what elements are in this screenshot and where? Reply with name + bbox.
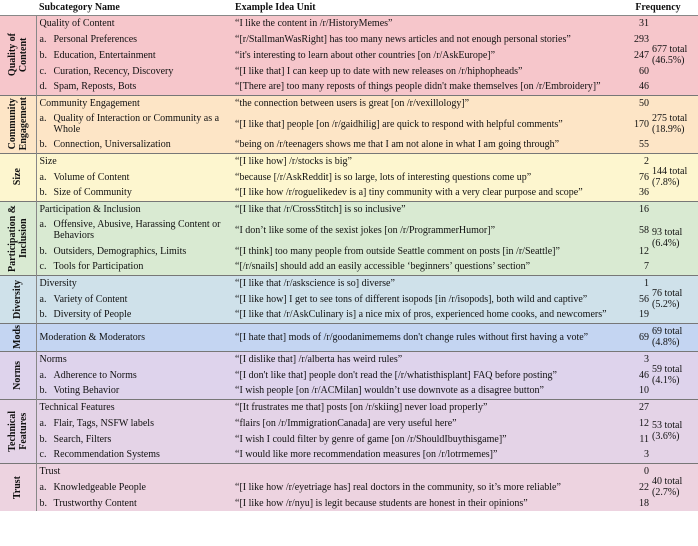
subcategory-cell: [36, 95, 232, 111]
header-row: [0, 0, 698, 15]
category-label: [0, 463, 36, 511]
header-subcategory: Subcategory Name: [36, 0, 232, 15]
example-idea-unit: “being on /r/teenagers shows me that I am not alone in what I am going through”: [235, 139, 560, 151]
table-row: [0, 323, 698, 351]
category-total: [651, 399, 698, 463]
header-example: Example Idea Unit: [232, 0, 618, 15]
category-total-percent: (4.1%): [652, 375, 680, 386]
subcategory-cell: [36, 63, 232, 79]
category-label: [0, 323, 36, 351]
frequency-value: 247: [634, 49, 649, 61]
category-total-count: 76 total: [652, 288, 683, 299]
frequency-value: 31: [618, 15, 651, 31]
subcategory-prefix: c.: [39, 65, 47, 77]
subcategory-cell: [36, 415, 232, 431]
example-idea-unit: “[I like how /r/eyetriage has] real doctors in the community, so it’s more reliable”: [235, 481, 561, 493]
header-category: [0, 0, 36, 15]
table-row: [0, 431, 698, 447]
subcategory-cell: [36, 275, 232, 291]
example-idea-unit: “[It frustrates me that] posts [on /r/skiing] never load properly”: [232, 399, 618, 415]
example-idea-unit: “[I hate that] mods of /r/goodanimemems don't change rules without first having a vote”: [232, 323, 618, 351]
subcategory-prefix: a.: [39, 293, 47, 305]
example-idea-unit: “[There are] too many reposts of things people didn't make themselves [on /r/Embroidery]”: [235, 81, 601, 93]
table-row: [0, 367, 698, 383]
frequency-value: 60: [639, 65, 649, 77]
category-label: [0, 399, 36, 463]
table-row: [0, 415, 698, 431]
subcategory-name: Size of Community: [53, 187, 132, 199]
category-label-text: [12, 476, 23, 499]
example-idea-unit: “[I think] too many people from outside Seattle comment on posts [in /r/Seattle]”: [235, 245, 560, 257]
example-idea-unit: “[I don't like that] people don't read the [/r/whatisthisplant] FAQ before posting”: [235, 369, 557, 381]
subcategory-cell: [36, 15, 232, 31]
frequency-value: 10: [639, 385, 649, 397]
subcategory-name: Tools for Participation: [53, 261, 144, 273]
subcategory-name: Adherence to Norms: [53, 369, 137, 381]
subcategory-name: Spam, Reposts, Bots: [53, 81, 137, 93]
table-body: [0, 15, 698, 511]
subcategory-name: Trustworthy Content: [53, 497, 137, 509]
example-idea-unit: “[I like how] I get to see tons of different isopods [in /r/isopods], both wild and captive”: [235, 293, 588, 305]
frequency-value: 76: [639, 171, 649, 183]
category-label-line: Community: [6, 98, 18, 150]
table-row: [0, 63, 698, 79]
subcategory-cell: [36, 185, 232, 201]
example-idea-unit: “[/r/snails] should add an easily accessible ‘beginners’ questions’ section”: [235, 261, 531, 273]
subcategory-name: Trust: [39, 465, 61, 477]
subcategory-name: Diversity: [39, 277, 77, 289]
frequency-value: 170: [634, 118, 649, 130]
frequency-value: 56: [639, 293, 649, 305]
category-total-percent: (2.7%): [652, 487, 680, 499]
subcategory-prefix: c.: [39, 449, 47, 461]
category-label-line: Content: [17, 37, 29, 73]
category-total-count: 40 total: [652, 476, 683, 488]
subcategory-name: Voting Behavior: [53, 385, 120, 397]
frequency-value: 16: [618, 201, 651, 217]
frequency-value: 3: [618, 351, 651, 367]
subcategory-prefix: d.: [39, 81, 47, 93]
category-label-line: Trust: [12, 475, 24, 499]
frequency-value: 3: [644, 449, 649, 461]
category-total: [651, 95, 698, 153]
header-frequency: Frequency: [618, 0, 698, 15]
example-idea-unit: “I wish I could filter by genre of game [on /r/ShouldIbuythisgame]”: [235, 433, 507, 445]
category-label-text: [12, 280, 23, 319]
subcategory-cell: [36, 259, 232, 275]
category-total-percent: (46.5%): [652, 55, 685, 66]
example-idea-unit: “[I like how] /r/stocks is big”: [232, 153, 618, 169]
subcategory-name: Connection, Universalization: [53, 139, 171, 151]
subcategory-name: Search, Filters: [53, 433, 112, 445]
category-total-count: 69 total: [652, 326, 683, 337]
subcategory-name: Outsiders, Demographics, Limits: [53, 245, 187, 257]
subcategory-cell: [36, 31, 232, 47]
subcategory-cell: [36, 243, 232, 259]
table-row: [0, 447, 698, 463]
subcategory-prefix: a.: [39, 481, 47, 493]
subcategory-prefix: b.: [39, 497, 47, 509]
frequency-value: 19: [639, 309, 649, 321]
category-total: [651, 15, 698, 95]
subcategory-cell: [36, 383, 232, 399]
subcategory-name: Curation, Recency, Discovery: [53, 65, 174, 77]
category-total-percent: (4.8%): [652, 337, 680, 348]
example-idea-unit: “I don’t like some of the sexist jokes [on /r/ProgrammerHumor]”: [235, 224, 496, 236]
subcategory-name: Knowledgeable People: [53, 481, 146, 493]
subcategory-name: Moderation & Moderators: [39, 331, 146, 343]
category-label-text: [12, 361, 23, 390]
category-total: [651, 275, 698, 323]
example-idea-unit: “[I like how /r/roguelikedev is a] tiny community with a very clear purpose and scope”: [235, 187, 583, 199]
subcategory-prefix: b.: [39, 309, 47, 321]
category-label-line: Inclusion: [17, 218, 29, 258]
subcategory-cell: [36, 463, 232, 479]
frequency-value: 2: [618, 153, 651, 169]
example-idea-unit: [232, 463, 618, 479]
subcategory-cell: [36, 431, 232, 447]
table-row: [0, 243, 698, 259]
frequency-value: 22: [639, 481, 649, 493]
subcategory-prefix: c.: [39, 261, 47, 273]
table-row: [0, 79, 698, 95]
subcategory-prefix: b.: [39, 49, 47, 61]
category-label-text: [7, 97, 29, 150]
category-label-line: Size: [12, 168, 24, 186]
subcategory-cell: [36, 447, 232, 463]
table-row: [0, 201, 698, 217]
frequency-value: 0: [618, 463, 651, 479]
frequency-value: 293: [634, 33, 649, 45]
frequency-value: 69: [618, 323, 651, 351]
subcategory-cell: [36, 495, 232, 511]
category-total-percent: (7.8%): [652, 177, 680, 188]
category-total: [651, 153, 698, 201]
subcategory-prefix: a.: [39, 113, 47, 124]
subcategory-prefix: b.: [39, 245, 47, 257]
subcategory-cell: [36, 201, 232, 217]
subcategory-cell: [36, 367, 232, 383]
category-label: [0, 153, 36, 201]
subcategory-prefix: b.: [39, 187, 47, 199]
frequency-value: 46: [639, 369, 649, 381]
subcategory-prefix: b.: [39, 433, 47, 445]
category-total: [651, 201, 698, 275]
subcategory-prefix: a.: [39, 33, 47, 45]
frequency-value: 1: [618, 275, 651, 291]
category-total-count: 53 total: [652, 420, 683, 431]
table-row: [0, 95, 698, 111]
category-label: [0, 275, 36, 323]
category-label-line: Participation &: [6, 204, 18, 272]
frequency-value: 27: [618, 399, 651, 415]
subcategory-cell: [36, 307, 232, 323]
subcategory-prefix: b.: [39, 385, 47, 397]
subcategory-name: Norms: [39, 353, 67, 365]
table-row: [0, 15, 698, 31]
frequency-value: 58: [639, 224, 649, 236]
example-idea-unit: “[I like that /r/askscience is so] diverse”: [232, 275, 618, 291]
table-row: [0, 399, 698, 415]
example-idea-unit: “I would like more recommendation measures [on /r/lotrmemes]”: [235, 449, 498, 461]
category-label-line: Mods: [12, 325, 24, 349]
example-idea-unit: “because [/r/AskReddit] is so large, lots of interesting questions come up”: [235, 171, 532, 183]
example-idea-unit: “[I like that] I can keep up to date with new releases on /r/hiphopheads”: [235, 65, 523, 77]
table-row: [0, 275, 698, 291]
subcategory-cell: [36, 79, 232, 95]
example-idea-unit: “[I like that /r/AskCulinary is] a nice mix of pros, experienced home cooks, and newcomers”: [235, 309, 607, 321]
table-row: [0, 185, 698, 201]
example-idea-unit: “it's interesting to learn about other countries [on /r/AskEurope]”: [235, 49, 496, 61]
category-label-text: [12, 168, 23, 185]
category-label-line: Quality of: [6, 33, 18, 77]
subcategory-prefix: b.: [39, 139, 47, 151]
category-total-count: 59 total: [652, 364, 683, 375]
category-label: [0, 201, 36, 275]
frequency-value: 7: [644, 261, 649, 273]
category-label-line: Diversity: [12, 279, 24, 319]
subcategory-name: Size: [39, 155, 57, 167]
category-label: [0, 15, 36, 95]
table-row: [0, 169, 698, 185]
subcategory-prefix: a.: [39, 369, 47, 381]
table-row: [0, 31, 698, 47]
frequency-value: 12: [639, 417, 649, 429]
example-idea-unit: “I wish people [on /r/ACMilan] wouldn’t use downvote as a disagree button”: [235, 385, 544, 397]
subcategory-name: Recommendation Systems: [53, 449, 160, 461]
table-row: [0, 351, 698, 367]
subcategory-cell: [36, 217, 232, 243]
subcategory-name: Education, Entertainment: [53, 49, 156, 61]
subcategory-name: Technical Features: [39, 401, 115, 413]
category-total-percent: (3.6%): [652, 431, 680, 442]
frequency-value: 55: [639, 139, 649, 151]
example-idea-unit: “[I like how /r/nyu] is legit because students are honest in their opinions”: [235, 497, 528, 509]
table-row: [0, 479, 698, 495]
category-total-percent: (5.2%): [652, 299, 680, 310]
category-total-percent: (6.4%): [652, 238, 680, 249]
category-total-count: 275 total: [652, 113, 688, 124]
frequency-value: 18: [639, 497, 649, 509]
subcategory-name: Participation & Inclusion: [39, 203, 141, 215]
subcategory-cell: [36, 153, 232, 169]
table-row: [0, 463, 698, 479]
category-total-count: 144 total: [652, 166, 688, 177]
subcategory-cell: [36, 351, 232, 367]
subcategory-prefix: a.: [39, 417, 47, 429]
category-total-count: 677 total: [652, 44, 688, 55]
subcategory-cell: [36, 399, 232, 415]
table-row: [0, 137, 698, 153]
subcategory-cell: [36, 323, 232, 351]
example-idea-unit: “the connection between users is great [on /r/vexillology]”: [232, 95, 618, 111]
table-row: [0, 495, 698, 511]
category-label-text: [7, 205, 29, 272]
example-idea-unit: “[I like that] people [on /r/gaidhilig] are quick to respond with helpful comments”: [235, 118, 563, 130]
frequency-value: 11: [639, 433, 649, 445]
subcategory-cell: [36, 291, 232, 307]
table-row: [0, 217, 698, 243]
example-idea-unit: “flairs [on /r/ImmigrationCanada] are very useful here”: [235, 417, 457, 429]
table-row: [0, 47, 698, 63]
category-label-text: [7, 411, 29, 452]
subcategory-name: Volume of Content: [53, 171, 130, 183]
subcategory-name: Offensive, Abusive, Harassing Content or Behaviors: [53, 219, 221, 241]
example-idea-unit: “[I dislike that] /r/alberta has weird rules”: [232, 351, 618, 367]
subcategory-cell: [36, 479, 232, 495]
subcategory-name: Quality of Interaction or Community as a Whole: [53, 113, 220, 135]
frequency-value: 12: [639, 245, 649, 257]
subcategory-cell: [36, 111, 232, 137]
frequency-value: 50: [618, 95, 651, 111]
category-label-line: Features: [17, 412, 29, 450]
subcategory-cell: [36, 137, 232, 153]
category-total: [651, 323, 698, 351]
category-label: [0, 95, 36, 153]
category-label-line: Norms: [12, 360, 24, 390]
example-idea-unit: “I like the content in /r/HistoryMemes”: [232, 15, 618, 31]
table-row: [0, 383, 698, 399]
category-label-text: [12, 325, 23, 349]
subcategory-prefix: a.: [39, 219, 47, 230]
subcategory-name: Diversity of People: [53, 309, 132, 321]
table-row: [0, 307, 698, 323]
category-label: [0, 351, 36, 399]
table-row: [0, 153, 698, 169]
subcategory-name: Personal Preferences: [53, 33, 138, 45]
table-row: [0, 291, 698, 307]
category-label-line: Engagement: [17, 97, 29, 151]
subcategory-prefix: a.: [39, 171, 47, 183]
subcategory-cell: [36, 47, 232, 63]
frequency-value: 46: [639, 81, 649, 93]
table-row: [0, 259, 698, 275]
subcategory-name: Flair, Tags, NSFW labels: [53, 417, 154, 429]
category-label-text: [7, 33, 29, 76]
subcategory-name: Variety of Content: [53, 293, 128, 305]
subcategory-name: Community Engagement: [39, 97, 140, 109]
subcategory-name: Quality of Content: [39, 17, 115, 29]
subcategory-cell: [36, 169, 232, 185]
table-row: [0, 111, 698, 137]
example-idea-unit: “[r/StallmanWasRight] has too many news articles and not enough personal stories”: [235, 33, 571, 45]
category-total-percent: (18.9%): [652, 124, 685, 135]
example-idea-unit: “[I like that /r/CrossStitch] is so inclusive”: [232, 201, 618, 217]
category-total: [651, 351, 698, 399]
category-total-count: 93 total: [652, 227, 683, 238]
frequency-value: 36: [639, 187, 649, 199]
category-label-line: Technical: [6, 410, 18, 452]
category-total: [651, 463, 698, 511]
